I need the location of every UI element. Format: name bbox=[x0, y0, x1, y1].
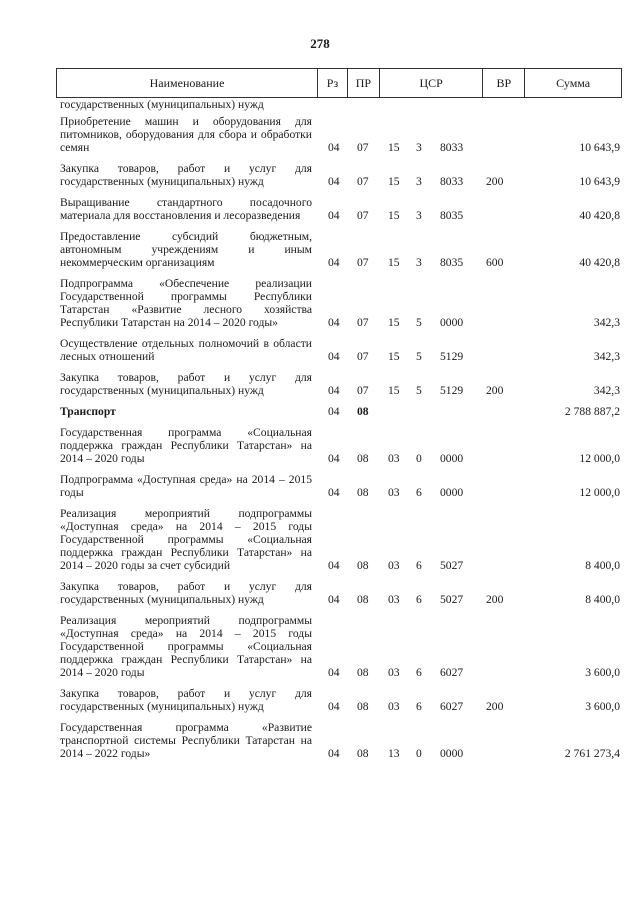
row-name: Закупка товаров, работ и услуг для государственных (муниципальных) нужд bbox=[60, 580, 312, 606]
row-csr-group: 03 bbox=[388, 452, 400, 465]
row-pr: 07 bbox=[357, 175, 369, 188]
header-sum: Сумма bbox=[556, 75, 591, 90]
table-row bbox=[60, 687, 630, 713]
row-csr-code: 5129 bbox=[440, 350, 464, 363]
row-csr-code: 8035 bbox=[440, 209, 464, 222]
table-row bbox=[60, 277, 630, 329]
row-csr-code: 0000 bbox=[440, 452, 464, 465]
row-rz: 04 bbox=[328, 405, 340, 418]
row-name: Подпрограмма «Обеспечение реализации Государственной программы Республики Татарстан «Развитие лесного хозяйства Республики Татарстан на 2014 – 2020 годы» bbox=[60, 277, 312, 329]
row-csr-group: 15 bbox=[388, 350, 400, 363]
row-sum: 40 420,8 bbox=[579, 209, 620, 222]
row-sum: 342,3 bbox=[593, 316, 620, 329]
row-csr-group: 15 bbox=[388, 209, 400, 222]
header-name: Наименование bbox=[57, 69, 318, 97]
row-rz: 04 bbox=[328, 316, 340, 329]
row-csr-code: 8033 bbox=[440, 141, 464, 154]
row-csr-sub: 5 bbox=[416, 350, 422, 363]
row-vr: 600 bbox=[486, 256, 504, 269]
row-vr: 200 bbox=[486, 700, 504, 713]
table-row bbox=[60, 580, 630, 606]
row-csr-sub: 3 bbox=[416, 209, 422, 222]
table-row bbox=[60, 721, 630, 760]
row-csr-group: 15 bbox=[388, 141, 400, 154]
row-csr-group: 03 bbox=[388, 559, 400, 572]
row-csr-group: 15 bbox=[388, 316, 400, 329]
row-csr-sub: 6 bbox=[416, 666, 422, 679]
row-csr-group: 03 bbox=[388, 666, 400, 679]
row-pr: 07 bbox=[357, 209, 369, 222]
row-csr-code: 0000 bbox=[440, 486, 464, 499]
row-csr-group: 03 bbox=[388, 486, 400, 499]
row-pr: 07 bbox=[357, 350, 369, 363]
row-rz: 04 bbox=[328, 175, 340, 188]
table-row bbox=[60, 196, 630, 222]
row-sum: 2 761 273,4 bbox=[564, 747, 620, 760]
row-pr: 08 bbox=[357, 405, 369, 418]
row-rz: 04 bbox=[328, 256, 340, 269]
row-pr: 07 bbox=[357, 141, 369, 154]
row-sum: 12 000,0 bbox=[579, 452, 620, 465]
row-rz: 04 bbox=[328, 486, 340, 499]
table-row bbox=[60, 426, 630, 465]
row-csr-code: 6027 bbox=[440, 700, 464, 713]
row-csr-sub: 5 bbox=[416, 384, 422, 397]
row-pr: 08 bbox=[357, 700, 369, 713]
row-csr-code: 5027 bbox=[440, 593, 464, 606]
row-csr-sub: 0 bbox=[416, 747, 422, 760]
row-name: Закупка товаров, работ и услуг для государственных (муниципальных) нужд bbox=[60, 162, 312, 188]
row-sum: 342,3 bbox=[593, 350, 620, 363]
row-sum: 3 600,0 bbox=[585, 666, 620, 679]
table-row bbox=[60, 473, 630, 499]
row-vr: 200 bbox=[486, 175, 504, 188]
row-pr: 08 bbox=[357, 666, 369, 679]
table-row bbox=[60, 230, 630, 269]
row-csr-sub: 3 bbox=[416, 141, 422, 154]
row-pr: 07 bbox=[357, 384, 369, 397]
row-rz: 04 bbox=[328, 559, 340, 572]
row-pr: 08 bbox=[357, 593, 369, 606]
row-name: Закупка товаров, работ и услуг для государственных (муниципальных) нужд bbox=[60, 687, 312, 713]
row-name: Транспорт bbox=[60, 405, 116, 418]
row-csr-code: 6027 bbox=[440, 666, 464, 679]
header-pr: ПР bbox=[348, 69, 380, 97]
table-row bbox=[60, 98, 630, 111]
row-sum: 3 600,0 bbox=[585, 700, 620, 713]
row-csr-sub: 6 bbox=[416, 559, 422, 572]
row-sum: 10 643,9 bbox=[579, 175, 620, 188]
row-sum: 10 643,9 bbox=[579, 141, 620, 154]
row-csr-group: 13 bbox=[388, 747, 400, 760]
row-pr: 07 bbox=[357, 316, 369, 329]
row-name: Государственная программа «Развитие транспортной системы Республики Татарстан на 2014 – 2022 годы» bbox=[60, 721, 312, 760]
row-rz: 04 bbox=[328, 700, 340, 713]
row-rz: 04 bbox=[328, 452, 340, 465]
table-row bbox=[60, 162, 630, 188]
row-sum: 8 400,0 bbox=[585, 559, 620, 572]
row-csr-sub: 6 bbox=[416, 486, 422, 499]
row-vr: 200 bbox=[486, 593, 504, 606]
row-name: Закупка товаров, работ и услуг для государственных (муниципальных) нужд bbox=[60, 371, 312, 397]
row-name: Государственная программа «Социальная поддержка граждан Республики Татарстан» на 2014 – 2020 годы bbox=[60, 426, 312, 465]
row-csr-sub: 3 bbox=[416, 256, 422, 269]
row-name: Подпрограмма «Доступная среда» на 2014 – 2015 годы bbox=[60, 473, 312, 499]
header-csr: ЦСР bbox=[380, 69, 484, 97]
row-pr: 07 bbox=[357, 256, 369, 269]
row-csr-code: 5129 bbox=[440, 384, 464, 397]
row-name: государственных (муниципальных) нужд bbox=[60, 98, 264, 111]
table-row bbox=[60, 405, 630, 418]
row-csr-group: 03 bbox=[388, 700, 400, 713]
header-rz: Рз bbox=[318, 69, 348, 97]
row-csr-sub: 3 bbox=[416, 175, 422, 188]
row-rz: 04 bbox=[328, 141, 340, 154]
row-csr-group: 15 bbox=[388, 384, 400, 397]
row-csr-code: 8035 bbox=[440, 256, 464, 269]
row-csr-code: 5027 bbox=[440, 559, 464, 572]
row-pr: 08 bbox=[357, 559, 369, 572]
row-name: Реализация мероприятий подпрограммы «Доступная среда» на 2014 – 2015 годы Государственной программы «Социальная поддержка граждан Республики Татарстан» на 2014 – 2020 годы bbox=[60, 614, 312, 679]
row-rz: 04 bbox=[328, 747, 340, 760]
row-csr-group: 15 bbox=[388, 256, 400, 269]
row-sum: 342,3 bbox=[593, 384, 620, 397]
row-sum: 8 400,0 bbox=[585, 593, 620, 606]
row-csr-sub: 6 bbox=[416, 593, 422, 606]
row-rz: 04 bbox=[328, 209, 340, 222]
table-row bbox=[60, 507, 630, 572]
row-csr-code: 0000 bbox=[440, 316, 464, 329]
row-rz: 04 bbox=[328, 666, 340, 679]
table-body bbox=[60, 98, 630, 768]
row-rz: 04 bbox=[328, 593, 340, 606]
row-csr-group: 03 bbox=[388, 593, 400, 606]
row-csr-group: 15 bbox=[388, 175, 400, 188]
header-vr: ВР bbox=[483, 69, 525, 97]
row-csr-code: 8033 bbox=[440, 175, 464, 188]
row-pr: 08 bbox=[357, 486, 369, 499]
row-name: Реализация мероприятий подпрограммы «Доступная среда» на 2014 – 2015 годы Государственной программы «Социальная поддержка граждан Республики Татарстан» на 2014 – 2020 годы за счет субсидий bbox=[60, 507, 312, 572]
table-row bbox=[60, 337, 630, 363]
row-rz: 04 bbox=[328, 384, 340, 397]
row-csr-sub: 5 bbox=[416, 316, 422, 329]
table-row bbox=[60, 115, 630, 154]
row-rz: 04 bbox=[328, 350, 340, 363]
row-name: Предоставление субсидий бюджетным, автономным учреждениям и иным некоммерческим организациям bbox=[60, 230, 312, 269]
row-csr-sub: 6 bbox=[416, 700, 422, 713]
row-vr: 200 bbox=[486, 384, 504, 397]
row-sum: 2 788 887,2 bbox=[564, 405, 620, 418]
page-number: 278 bbox=[310, 36, 330, 51]
table-row bbox=[60, 614, 630, 679]
row-csr-sub: 0 bbox=[416, 452, 422, 465]
row-pr: 08 bbox=[357, 747, 369, 760]
row-sum: 12 000,0 bbox=[579, 486, 620, 499]
row-name: Осуществление отдельных полномочий в области лесных отношений bbox=[60, 337, 312, 363]
row-sum: 40 420,8 bbox=[579, 256, 620, 269]
row-pr: 08 bbox=[357, 452, 369, 465]
table-header bbox=[56, 68, 622, 98]
row-name: Выращивание стандартного посадочного материала для восстановления и лесоразведения bbox=[60, 196, 312, 222]
table-row bbox=[60, 371, 630, 397]
row-name: Приобретение машин и оборудования для питомников, оборудования для сбора и обработки семян bbox=[60, 115, 312, 154]
row-csr-code: 0000 bbox=[440, 747, 464, 760]
